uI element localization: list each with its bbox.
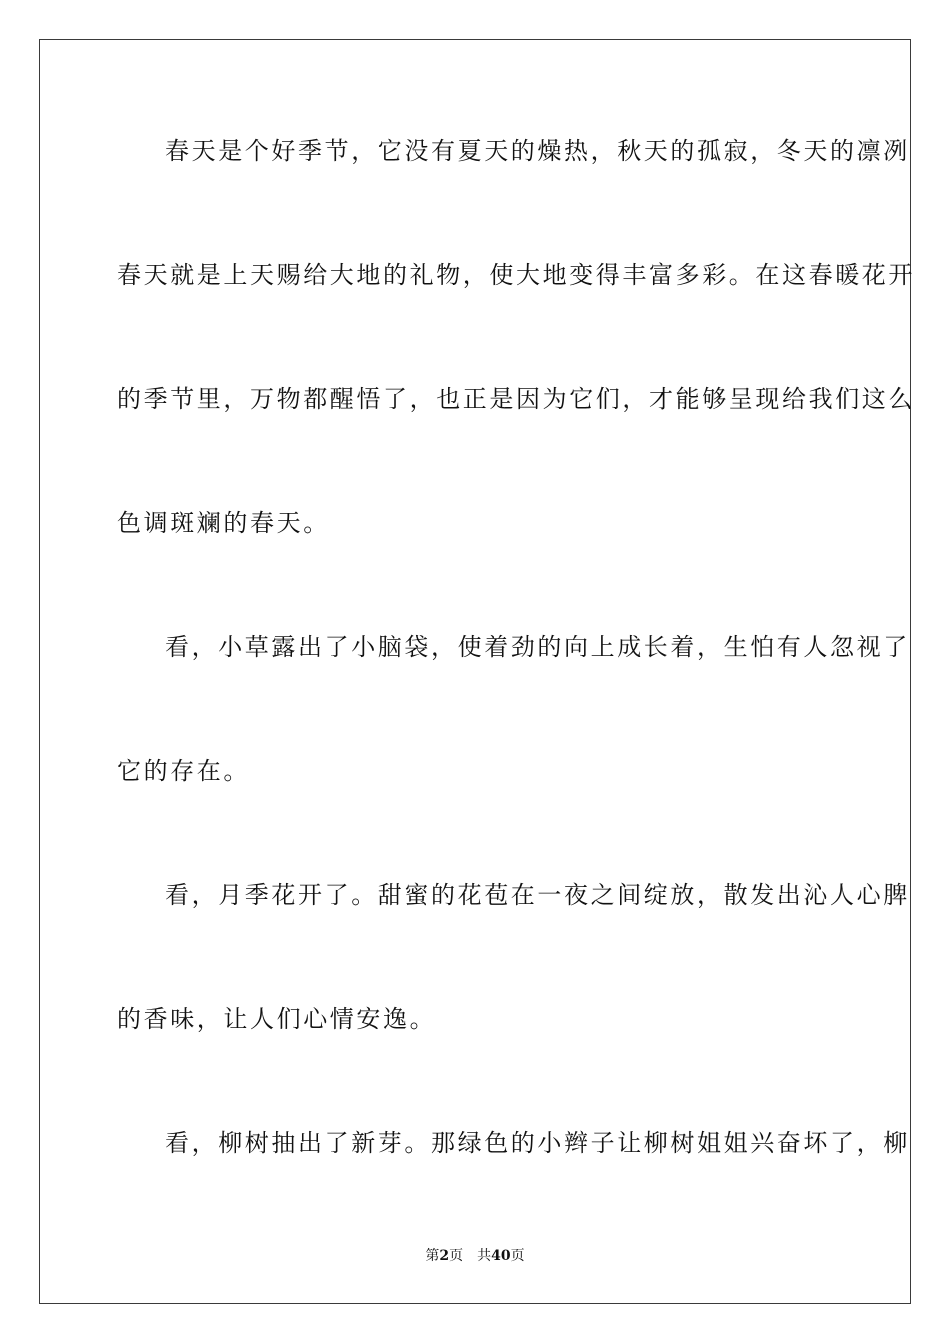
page-suffix: 页: [449, 1248, 464, 1264]
total-suffix: 页: [510, 1248, 525, 1264]
page-footer: [0, 1247, 950, 1265]
page-number: 2: [439, 1248, 450, 1264]
total-pages: 40: [491, 1248, 511, 1264]
paragraph-2-line-1: 看，小草露出了小脑袋，使着劲的向上成长着，生怕有人忽视了: [165, 633, 910, 661]
paragraph-4-line-1: 看，柳树抽出了新芽。那绿色的小辫子让柳树姐姐兴奋坏了，柳: [165, 1129, 910, 1157]
paragraph-1-line-3: 的季节里，万物都醒悟了，也正是因为它们，才能够呈现给我们这么: [117, 385, 915, 413]
total-prefix: 共: [477, 1248, 492, 1264]
paragraph-3-line-2: 的香味，让人们心情安逸。: [117, 1005, 437, 1033]
paragraph-2-line-2: 它的存在。: [117, 757, 250, 785]
paragraph-1-line-1: 春天是个好季节，它没有夏天的燥热，秋天的孤寂，冬天的凛冽: [165, 137, 910, 165]
paragraph-1-line-4: 色调斑斓的春天。: [117, 509, 330, 537]
page-prefix: 第: [425, 1248, 440, 1264]
page-border: [39, 39, 911, 1304]
paragraph-3-line-1: 看，月季花开了。甜蜜的花苞在一夜之间绽放，散发出沁人心脾: [165, 881, 910, 909]
paragraph-1-line-2: 春天就是上天赐给大地的礼物，使大地变得丰富多彩。在这春暖花开: [117, 261, 915, 289]
